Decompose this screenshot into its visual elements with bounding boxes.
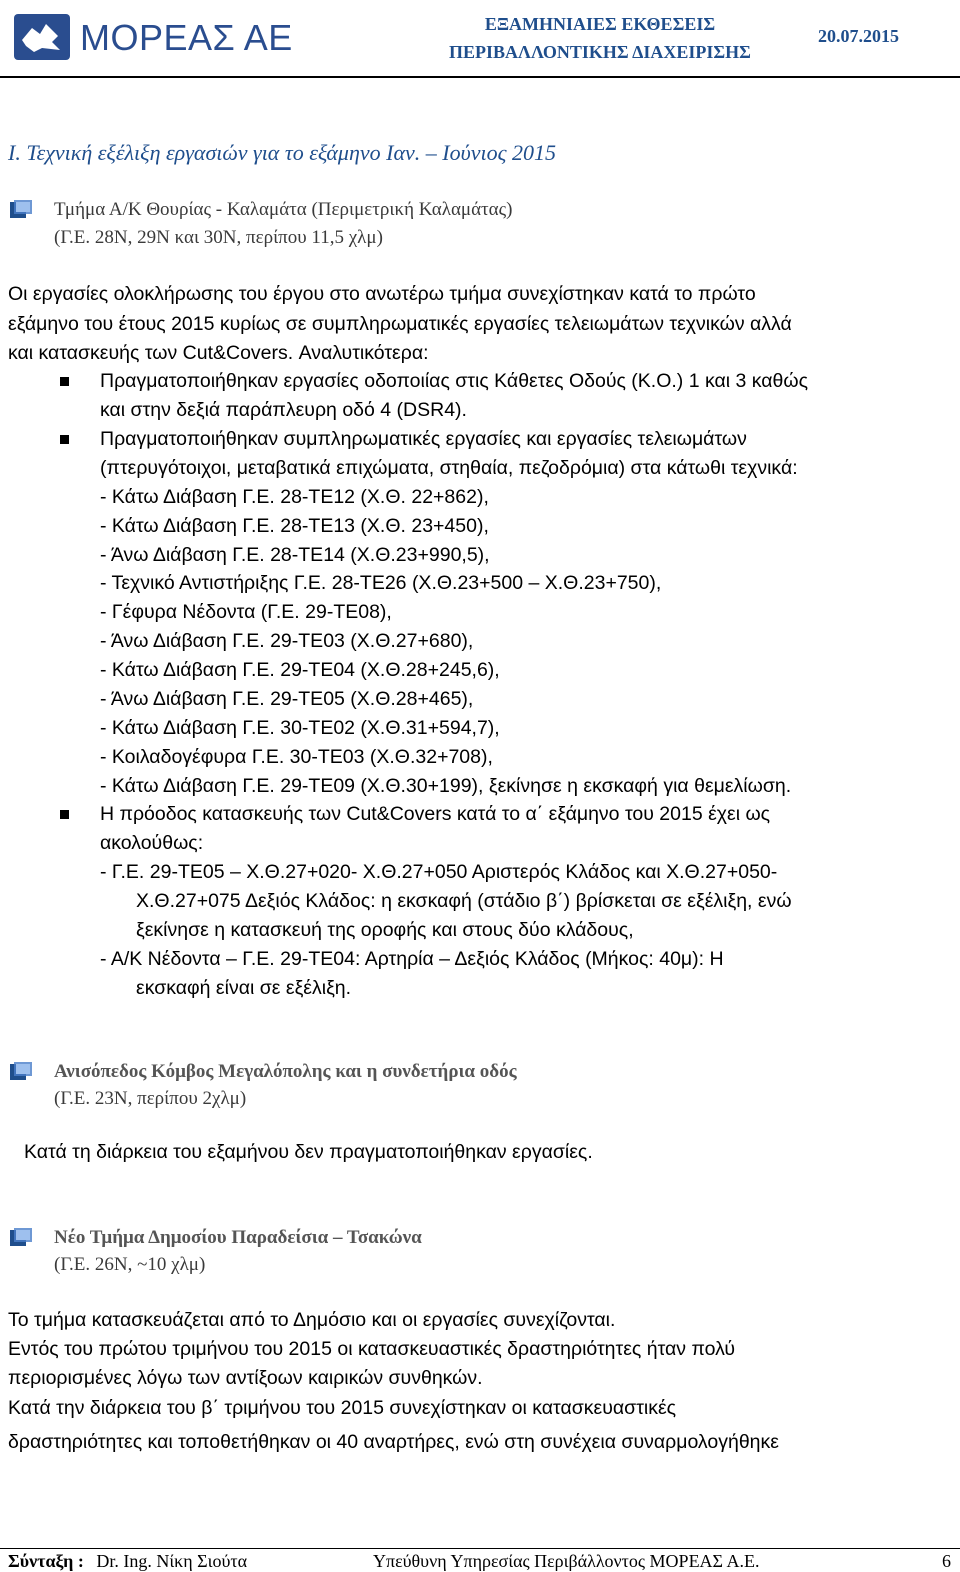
list-item: - Κάτω Διάβαση Γ.Ε. 29-ΤΕ04 (Χ.Θ.28+245,6), xyxy=(100,659,500,681)
block1-bullet2-line2: (πτερυγότοιχοι, μεταβατικά επιχώματα, στηθαία, πεζοδρόμια) στα κάτωθι τεχνικά: xyxy=(100,457,798,479)
bullet-square xyxy=(60,377,69,386)
block1-bullet1-line2: και στην δεξιά παράπλευρη οδό 4 (DSR4). xyxy=(100,399,467,421)
block3-line2: Εντός του πρώτου τριμήνου του 2015 οι κατασκευαστικές δραστηριότητες ήταν πολύ xyxy=(8,1338,736,1360)
cc-item-line2: Χ.Θ.27+075 Δεξιός Κλάδος: η εκσκαφή (στάδιο β΄) βρίσκεται σε εξέλιξη, ενώ xyxy=(136,890,792,912)
header-date: 20.07.2015 xyxy=(818,26,899,46)
block1-heading-line2: (Γ.Ε. 28Ν, 29Ν και 30Ν, περίπου 11,5 χλμ) xyxy=(54,227,383,248)
block2-heading-line2: (Γ.Ε. 23Ν, περίπου 2χλμ) xyxy=(54,1088,247,1109)
block1-bullet1-line1: Πραγματοποιήθηκαν εργασίες οδοποιίας στις Κάθετες Οδούς (Κ.Ο.) 1 και 3 καθώς xyxy=(100,370,809,392)
block3-line5: δραστηριότητες και τοποθετήθηκαν οι 40 αναρτήρες, ενώ στη συνέχεια συναρμολογήθηκε xyxy=(8,1431,779,1453)
block1-heading-line1: Τμήμα Α/Κ Θουρίας - Καλαμάτα (Περιμετρική Καλαμάτας) xyxy=(54,199,513,220)
cc-item-line3: ξεκίνησε η κατασκευή της οροφής και στους δύο κλάδους, xyxy=(136,919,634,941)
header-divider xyxy=(0,76,960,78)
list-item: - Κάτω Διάβαση Γ.Ε. 28-ΤΕ13 (Χ.Θ. 23+450), xyxy=(100,515,489,537)
footer-composed-label: Σύνταξη : xyxy=(8,1551,84,1571)
block3-heading-line1: Νέο Τμήμα Δημοσίου Παραδείσια – Τσακώνα xyxy=(54,1227,422,1248)
list-item: - Κάτω Διάβαση Γ.Ε. 30-ΤΕ02 (Χ.Θ.31+594,7), xyxy=(100,717,500,739)
list-item: - Άνω Διάβαση Γ.Ε. 29-ΤΕ03 (Χ.Θ.27+680), xyxy=(100,630,474,652)
list-item: - Κάτω Διάβαση Γ.Ε. 29-ΤΕ09 (Χ.Θ.30+199), ξεκίνησε η εκσκαφή για θεμελίωση. xyxy=(100,775,792,797)
block3-line4: Κατά την διάρκεια του β΄ τριμήνου του 2015 συνεχίστηκαν οι κατασκευαστικές xyxy=(8,1397,677,1419)
page-number: 6 xyxy=(942,1551,951,1571)
footer-author: Dr. Ing. Νίκη Σιούτα xyxy=(96,1551,248,1571)
logo-text: ΜΟΡΕΑΣ ΑΕ xyxy=(80,17,293,58)
cc-item2-line2: εκσκαφή είναι σε εξέλιξη. xyxy=(136,977,352,999)
square-bullet-icon xyxy=(10,200,32,218)
block1-intro-line1: Οι εργασίες ολοκλήρωσης του έργου στο ανωτέρω τμήμα συνεχίστηκαν κατά το πρώτο xyxy=(8,283,756,305)
list-item: - Τεχνικό Αντιστήριξης Γ.Ε. 28-ΤΕ26 (Χ.Θ.23+500 – Χ.Θ.23+750), xyxy=(100,572,662,594)
section-title: Ι. Τεχνική εξέλιξη εργασιών για το εξάμηνο Ιαν. – Ιούνιος 2015 xyxy=(8,140,557,165)
list-item: - Άνω Διάβαση Γ.Ε. 29-ΤΕ05 (Χ.Θ.28+465), xyxy=(100,688,474,710)
footer-responsible: Υπεύθυνη Υπηρεσίας Περιβάλλοντος ΜΟΡΕΑΣ Α.Ε. xyxy=(373,1551,760,1571)
block3-line3: περιορισμένες λόγω των αντίξοων καιρικών συνθηκών. xyxy=(8,1367,483,1389)
bullet-square xyxy=(60,810,69,819)
block1-intro-line3: και κατασκευής των Cut&Covers. Αναλυτικότερα: xyxy=(8,342,429,364)
bullet-square xyxy=(60,435,69,444)
square-bullet-icon xyxy=(10,1228,32,1246)
block2-heading-line1: Ανισόπεδος Κόμβος Μεγαλόπολης και η συνδετήρια οδός xyxy=(54,1061,517,1082)
cc-item-line1: - Γ.Ε. 29-ΤΕ05 – Χ.Θ.27+020- Χ.Θ.27+050 Αριστερός Κλάδος και Χ.Θ.27+050- xyxy=(100,861,778,883)
page-header xyxy=(0,0,960,78)
footer-divider xyxy=(0,1548,960,1549)
header-title-line1: ΕΞΑΜΗΝΙΑΙΕΣ ΕΚΘΕΣΕΙΣ xyxy=(484,14,716,34)
header-title xyxy=(420,10,780,66)
list-item: - Άνω Διάβαση Γ.Ε. 28-ΤΕ14 (Χ.Θ.23+990,5), xyxy=(100,544,490,566)
logo-emblem-icon xyxy=(12,12,72,62)
list-item: - Κοιλαδογέφυρα Γ.Ε. 30-ΤΕ03 (Χ.Θ.32+708), xyxy=(100,746,493,768)
block2-text: Κατά τη διάρκεια του εξαμήνου δεν πραγματοποιήθηκαν εργασίες. xyxy=(24,1141,593,1163)
block3-line1: Το τμήμα κατασκευάζεται από το Δημόσιο και οι εργασίες συνεχίζονται. xyxy=(8,1309,616,1331)
block1-bullet3-line2: ακολούθως: xyxy=(100,832,204,854)
footer-left xyxy=(8,1551,247,1572)
cc-item2-line1: - Α/Κ Νέδοντα – Γ.Ε. 29-ΤΕ04: Αρτηρία – Δεξιός Κλάδος (Μήκος: 40μ): Η xyxy=(100,948,724,970)
header-title-line2: ΠΕΡΙΒΑΛΛΟΝΤΙΚΗΣ ΔΙΑΧΕΙΡΙΣΗΣ xyxy=(449,42,751,62)
block3-heading-line2: (Γ.Ε. 26Ν, ~10 χλμ) xyxy=(54,1254,206,1275)
block1-intro-line2: εξάμηνο του έτους 2015 κυρίως σε συμπληρωματικές εργασίες τελειωμάτων τεχνικών αλλά xyxy=(8,313,792,335)
block1-bullet2-line1: Πραγματοποιήθηκαν συμπληρωματικές εργασίες και εργασίες τελειωμάτων xyxy=(100,428,747,450)
square-bullet-icon xyxy=(10,1062,32,1080)
list-item: - Γέφυρα Νέδοντα (Γ.Ε. 29-ΤΕ08), xyxy=(100,601,392,623)
block1-bullet3-line1: Η πρόοδος κατασκευής των Cut&Covers κατά το α΄ εξάμηνο του 2015 έχει ως xyxy=(100,803,771,825)
company-logo xyxy=(12,12,293,62)
list-item: - Κάτω Διάβαση Γ.Ε. 28-ΤΕ12 (Χ.Θ. 22+862), xyxy=(100,486,489,508)
